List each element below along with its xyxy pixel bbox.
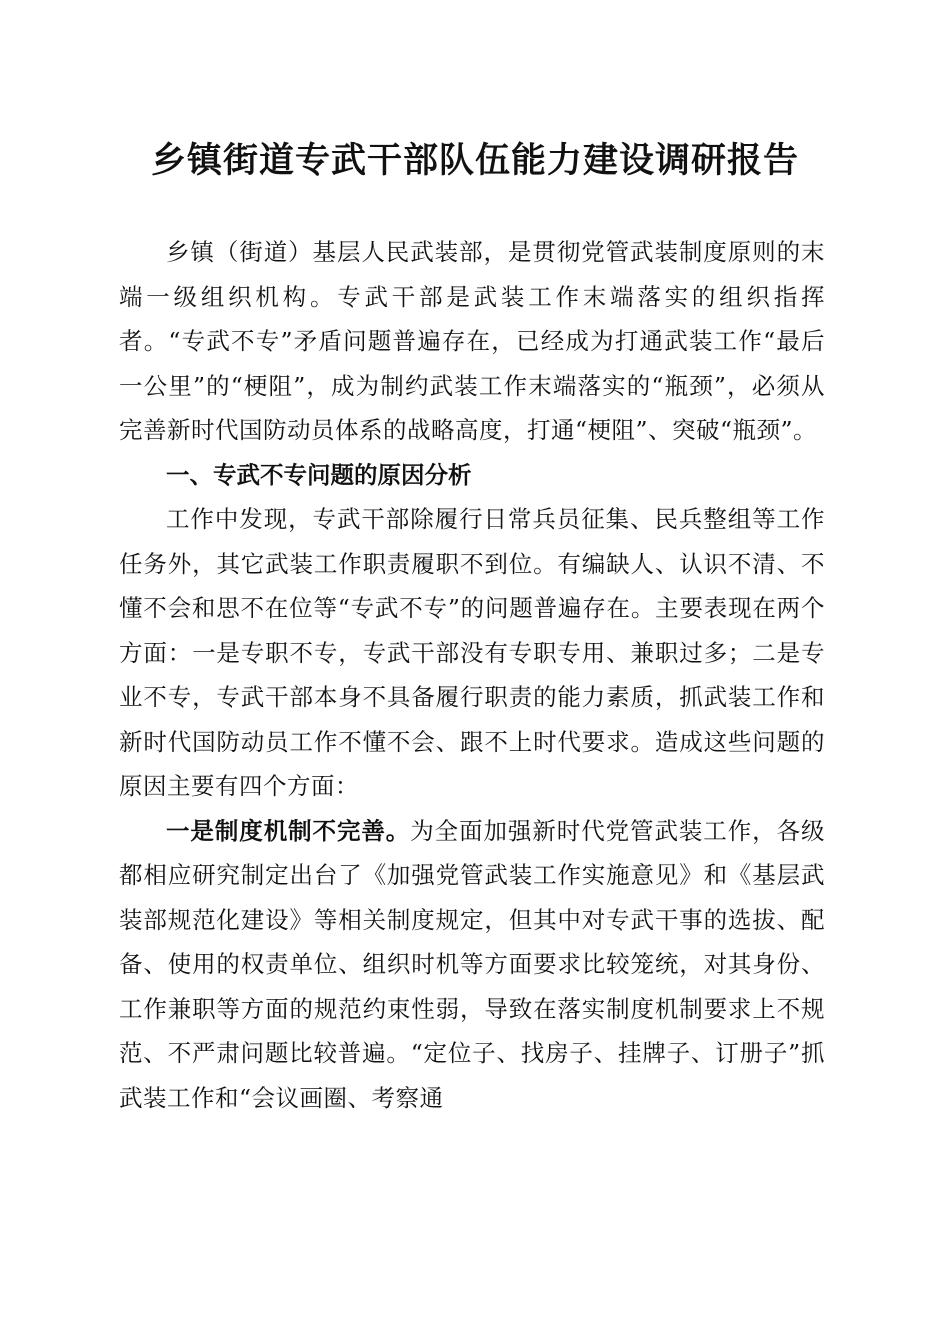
point-paragraph (119, 809, 825, 1121)
intro-paragraph: 乡镇（街道）基层人民武装部，是贯彻党管武装制度原则的末端一级组织机构。专武干部是武装工作末端落实的组织指挥者。“专武不专”矛盾问题普遍存在，已经成为打通武装工作“最后一公里”的“梗阻”，成为制约武装工作末端落实的“瓶颈”，必须从完善新时代国防动员体系的战略高度，打通“梗阻”、突破“瓶颈”。 (119, 238, 825, 444)
point-lead: 一是制度机制不完善。 (166, 816, 411, 845)
section-paragraph: 工作中发现，专武干部除履行日常兵员征集、民兵整组等工作任务外，其它武装工作职责履职不到位。有编缺人、认识不清、不懂不会和思不在位等“专武不专”的问题普遍存在。主要表现在两个方面：一是专职不专，专武干部没有专职专用、兼职过多；二是专业不专，专武干部本身不具备履行职责的能力素质，抓武装工作和新时代国防动员工作不懂不会、跟不上时代要求。造成这些问题的原因主要有四个方面： (119, 505, 825, 800)
document-body (119, 230, 825, 1120)
point-text: 为全面加强新时代党管武装工作，各级都相应研究制定出台了《加强党管武装工作实施意见》和《基层武装部规范化建设》等相关制度规定，但其中对专武干事的选拔、配备、使用的权责单位、组织时机等方面要求比较笼统，对其身份、工作兼职等方面的规范约束性弱，导致在落实制度机制要求上不规范、不严肃问题比较普遍。“定位子、找房子、挂牌子、订册子”抓武装工作和“会议画圈、考察通 (119, 816, 826, 1112)
document-title: 乡镇街道专武干部队伍能力建设调研报告 (150, 140, 799, 181)
section-heading: 一、专武不专问题的原因分析 (166, 460, 472, 489)
